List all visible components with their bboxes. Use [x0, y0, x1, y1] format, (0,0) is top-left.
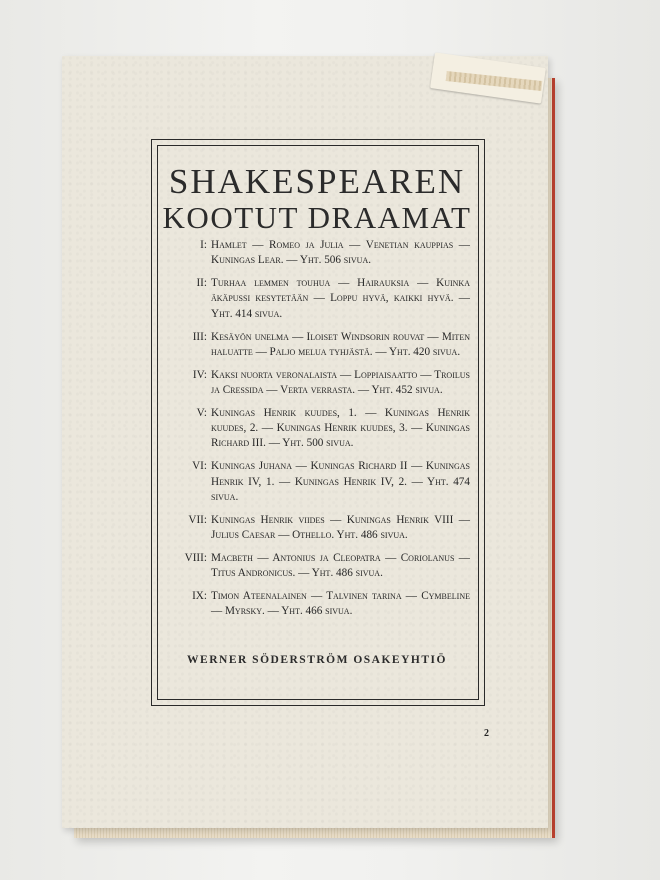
volume-contents: Kaksi nuorta veronalaista — Loppiaisaatto — Troilus ja Cressida — Verta verrasta. — Yht. 452 sivua.	[211, 368, 470, 397]
title-line-2: KOOTUT DRAAMAT	[162, 200, 472, 235]
volume-number: II:	[196, 277, 207, 290]
volume-entry	[168, 406, 470, 452]
volume-number: I:	[200, 239, 207, 251]
volume-number: V:	[196, 407, 207, 420]
volume-entry	[168, 238, 470, 268]
volume-entry	[168, 276, 470, 322]
volume-entry	[168, 368, 470, 398]
volume-contents: Kuningas Juhana — Kuningas Richard II — Kuningas Henrik IV, 1. — Kuningas Henrik IV, 2. — Yht. 474 sivua.	[211, 460, 470, 503]
volume-entry	[168, 330, 470, 360]
volume-contents: Kuningas Henrik viides — Kuningas Henrik VIII — Julius Caesar — Othello. Yht. 486 sivua.	[211, 513, 470, 542]
volume-contents: Timon Ateenalainen — Talvinen tarina — Cymbeline — Myrsky. — Yht. 466 sivua.	[211, 590, 470, 618]
volume-number: VI:	[192, 460, 207, 473]
volume-contents: Macbeth — Antonius ja Cleopatra — Coriolanus — Titus Andronicus. — Yht. 486 sivua.	[211, 552, 470, 580]
publisher-name: WERNER SÖDERSTRÖM OSAKEYHTIÖ	[187, 654, 447, 666]
volume-number: IX:	[192, 590, 207, 603]
volume-number: III:	[192, 330, 207, 343]
volume-number: IV:	[192, 368, 207, 381]
volume-entry	[168, 459, 470, 505]
volume-number: VII:	[188, 513, 207, 526]
volume-entry	[168, 551, 470, 581]
title-line-1: SHAKESPEAREN	[168, 162, 466, 201]
volume-entry	[168, 513, 470, 543]
volume-contents: Turhaa lemmen touhua — Hairauksia — Kuinka äkäpussi kesytetään — Loppu hyvä, kaikki hyvä. — Yht. 414 sivua.	[211, 277, 470, 320]
volume-contents: Hamlet — Romeo ja Julia — Venetian kauppias — Kuningas Lear. — Yht. 506 sivua.	[211, 239, 470, 267]
volume-contents: Kuningas Henrik kuudes, 1. — Kuningas Henrik kuudes, 2. — Kuningas Henrik kuudes, 3. — Kuningas Richard III. — Yht. 500 sivua.	[211, 407, 470, 450]
volume-entry	[168, 589, 470, 619]
volume-number: VIII:	[184, 552, 207, 565]
volume-list	[168, 238, 470, 627]
volume-contents: Kesäyön unelma — Iloiset Windsorin rouvat — Miten haluatte — Paljo melua tyhjästä. — Yht. 420 sivua.	[211, 330, 470, 358]
page-number: 2	[484, 728, 489, 739]
